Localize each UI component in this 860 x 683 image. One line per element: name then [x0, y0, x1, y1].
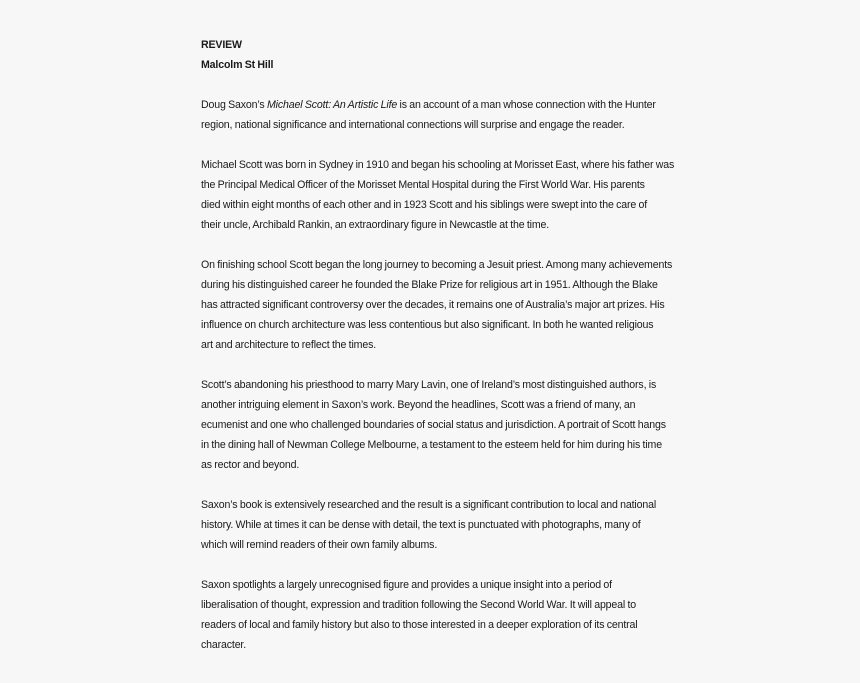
- text-line: Scott’s abandoning his priesthood to marry Mary Lavin, one of Ireland’s most distinguished authors, is: [201, 379, 657, 391]
- spacer: [201, 555, 671, 575]
- text-line: [201, 95, 671, 115]
- text-line: region, national significance and international connections will surprise and engage the reader.: [201, 119, 625, 131]
- author-name: Malcolm St Hill: [201, 59, 274, 71]
- text-line: their uncle, Archibald Rankin, an extraordinary figure in Newcastle at the time.: [201, 219, 550, 231]
- text-line: which will remind readers of their own family albums.: [201, 539, 438, 551]
- text-line: the Principal Medical Officer of the Morisset Mental Hospital during the First World War. His parents: [201, 179, 645, 191]
- text-line: ecumenist and one who challenged boundaries of social status and jurisdiction. A portrait of Scott hangs: [201, 419, 666, 431]
- text-line: history. While at times it can be dense with detail, the text is punctuated with photographs, many of: [201, 519, 641, 531]
- text-line: Michael Scott was born in Sydney in 1910 and began his schooling at Morisset East, where his father was: [201, 159, 675, 171]
- spacer: [201, 75, 671, 95]
- review-document: [201, 35, 675, 655]
- text-line: another intriguing element in Saxon’s work. Beyond the headlines, Scott was a friend of many, an: [201, 399, 636, 411]
- paragraph-early-life: [201, 155, 675, 235]
- paragraph-priesthood: [201, 255, 671, 355]
- text-line: readers of local and family history but also to those interested in a deeper exploration of its central: [201, 619, 638, 631]
- text-line: Saxon’s book is extensively researched and the result is a significant contribution to local and national: [201, 499, 657, 511]
- text-line: during his distinguished career he founded the Blake Prize for religious art in 1951. Although the Blake: [201, 279, 658, 291]
- spacer: [201, 235, 671, 255]
- text-line: Saxon spotlights a largely unrecognised figure and provides a unique insight into a period of: [201, 579, 612, 591]
- paragraph-intro: [201, 95, 671, 135]
- paragraph-research: [201, 495, 671, 555]
- text-line: in the dining hall of Newman College Melbourne, a testament to the esteem held for him during his time: [201, 439, 662, 451]
- review-label: REVIEW: [201, 39, 242, 51]
- text-line: character.: [201, 639, 247, 651]
- text-line: On finishing school Scott began the long journey to becoming a Jesuit priest. Among many achievements: [201, 259, 673, 271]
- spacer: [201, 475, 671, 495]
- text-line: art and architecture to reflect the times.: [201, 339, 377, 351]
- text-line: as rector and beyond.: [201, 459, 300, 471]
- book-title: Michael Scott: An Artistic Life: [266, 99, 398, 111]
- text-line: liberalisation of thought, expression and tradition following the Second World War. It will appeal to: [201, 599, 637, 611]
- spacer: [201, 135, 671, 155]
- paragraph-conclusion: [201, 575, 671, 655]
- text-line: has attracted significant controversy over the decades, it remains one of Australia’s major art prizes. His: [201, 299, 665, 311]
- paragraph-marriage: [201, 375, 671, 475]
- text-line: died within eight months of each other and in 1923 Scott and his siblings were swept into the care of: [201, 199, 648, 211]
- text-line: influence on church architecture was less contentious but also significant. In both he wanted religious: [201, 319, 654, 331]
- text-segment: is an account of a man whose connection with the Hunter: [397, 99, 656, 111]
- text-segment: Doug Saxon’s: [201, 99, 267, 111]
- spacer: [201, 355, 671, 375]
